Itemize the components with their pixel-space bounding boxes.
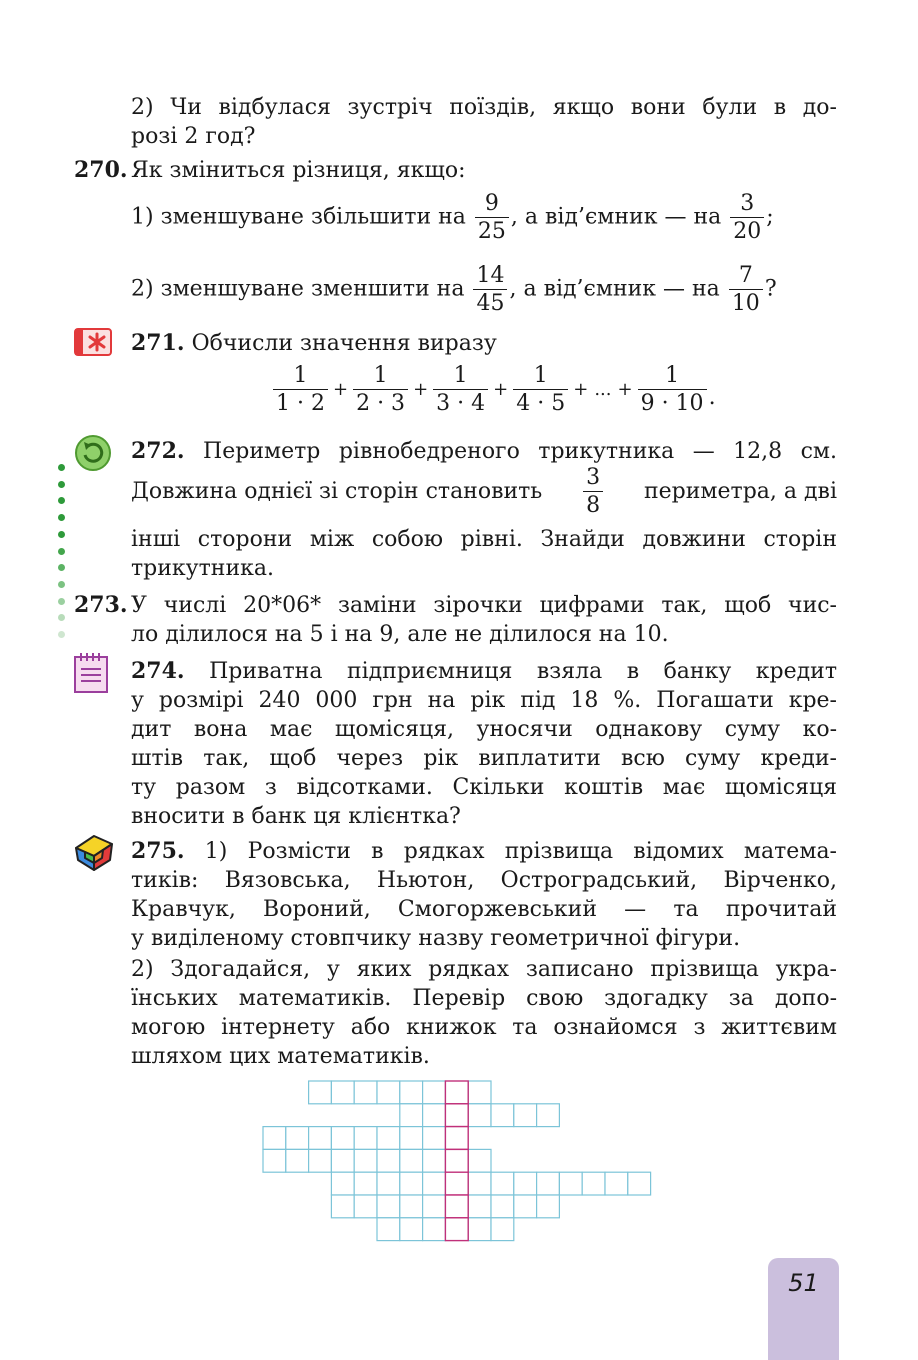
problem-number: 275.: [131, 838, 185, 864]
plus: +: [573, 379, 589, 401]
crossword-cell: [537, 1195, 560, 1218]
crossword-cell: [400, 1127, 423, 1150]
numerator: 7: [729, 264, 763, 290]
crossword-cell: [514, 1195, 537, 1218]
crossword-grid: [262, 1080, 654, 1244]
text-line: дит вона має щомісяця, уносячи однакову суму ко-: [131, 717, 837, 742]
text-line: тиків: Вязовська, Ньютон, Остроградський, Вірченко,: [131, 868, 837, 893]
crossword-cell: [400, 1081, 423, 1104]
fraction: [273, 364, 328, 415]
crossword-highlight-cell: [445, 1127, 468, 1150]
numerator: 14: [473, 264, 507, 290]
plus: +: [332, 379, 349, 401]
crossword-cell: [263, 1149, 286, 1172]
fraction: [729, 264, 763, 315]
crossword-cell: [400, 1104, 423, 1127]
crossword-cell: [331, 1081, 354, 1104]
denominator: 9 · 10: [640, 391, 704, 417]
crossword-cell: [491, 1104, 514, 1127]
crossword-cell: [537, 1104, 560, 1127]
margin-dot: [58, 531, 65, 538]
crossword-cell: [423, 1195, 446, 1218]
text: ?: [764, 276, 777, 302]
crossword-cell: [286, 1127, 309, 1150]
margin-dot: [58, 581, 65, 588]
crossword-cell: [377, 1081, 400, 1104]
crossword-cell: [377, 1218, 400, 1241]
text: , а від’ємник — на: [510, 204, 722, 230]
rubiks-cube-icon: [72, 832, 116, 872]
denominator: 45: [476, 291, 505, 317]
margin-dot: [58, 464, 65, 471]
text: Приватна підприємниця взяла в банку кредит: [209, 659, 837, 684]
crossword-cell: [309, 1081, 332, 1104]
text-line: ло ділилося на 5 і на 9, але не ділилося на 10.: [131, 622, 669, 647]
text: 2) зменшуване зменшити на: [131, 276, 465, 302]
crossword-highlight-cell: [445, 1218, 468, 1241]
crossword-cell: [354, 1081, 377, 1104]
denominator: 25: [477, 219, 506, 245]
numerator: 1: [638, 364, 707, 390]
crossword-cell: [537, 1172, 560, 1195]
crossword-cell: [400, 1218, 423, 1241]
text-line: У числі 20*06* заміни зірочки цифрами так, щоб чис-: [131, 593, 837, 618]
crossword-cell: [400, 1172, 423, 1195]
formula-line: [131, 466, 837, 517]
crossword-cell: [605, 1172, 628, 1195]
margin-dot: [58, 564, 65, 571]
period: .: [708, 385, 716, 411]
numerator: 1: [353, 364, 408, 390]
text-line: вносити в банк ця клієнтка?: [131, 804, 461, 829]
text: 1) зменшуване збільшити на: [131, 204, 466, 230]
crossword-cell: [400, 1195, 423, 1218]
crossword-cell: [491, 1172, 514, 1195]
fraction: [513, 364, 568, 415]
text-line: їнських математиків. Перевір свою здогадку за допо-: [131, 986, 837, 1011]
crossword-highlight-cell: [445, 1172, 468, 1195]
text-line: [131, 657, 837, 686]
crossword-cell: [468, 1081, 491, 1104]
crossword-highlight-cell: [445, 1195, 468, 1218]
crossword-cell: [286, 1149, 309, 1172]
page-number: 51: [768, 1258, 839, 1360]
crossword-cell: [468, 1104, 491, 1127]
ellipsis: ...: [594, 379, 612, 401]
text-line: інші сторони між собою рівні. Знайди довжини сторін: [131, 527, 837, 552]
crossword-cell: [468, 1218, 491, 1241]
text-line: Кравчук, Вороний, Смогоржевський — та прочитай: [131, 897, 837, 922]
series-formula: [271, 364, 716, 415]
crossword-cell: [468, 1195, 491, 1218]
crossword-cell: [331, 1127, 354, 1150]
crossword-cell: [423, 1127, 446, 1150]
margin-dot: [58, 481, 65, 488]
crossword-cell: [331, 1195, 354, 1218]
problem-number: 272.: [131, 438, 185, 464]
crossword-cell: [309, 1127, 332, 1150]
star-box-icon: [74, 328, 112, 356]
margin-dot: [58, 631, 65, 638]
crossword-cell: [400, 1149, 423, 1172]
text-line: трикутника.: [131, 556, 274, 581]
crossword-cell: [423, 1149, 446, 1172]
numerator: 3: [730, 192, 764, 218]
denominator: 4 · 5: [516, 391, 566, 417]
crossword-cell: [263, 1127, 286, 1150]
crossword-cell: [514, 1172, 537, 1195]
plus: +: [493, 379, 509, 401]
fraction: [353, 364, 408, 415]
numerator: 1: [273, 364, 328, 390]
margin-dot: [58, 514, 65, 521]
crossword-cell: [582, 1172, 605, 1195]
denominator: 20: [733, 219, 762, 245]
crossword-cell: [628, 1172, 651, 1195]
crossword-cell: [354, 1195, 377, 1218]
crossword-cell: [491, 1195, 514, 1218]
text-line: ту разом з відсотками. Скільки коштів має щомісяця: [131, 775, 837, 800]
crossword-cell: [377, 1149, 400, 1172]
text-line: шляхом цих математиків.: [131, 1044, 430, 1069]
numerator: 1: [513, 364, 568, 390]
fraction: [638, 364, 707, 415]
problem-number: 270.: [74, 157, 128, 183]
crossword-cell: [331, 1172, 354, 1195]
fraction: [475, 192, 509, 243]
formula-line: [131, 264, 777, 315]
text: 1) Розмісти в рядках прізвища відомих матема-: [204, 839, 837, 864]
crossword-highlight-cell: [445, 1149, 468, 1172]
text: ;: [766, 204, 774, 230]
text: , а від’ємник — на: [509, 276, 720, 302]
notepad-icon: [73, 652, 109, 694]
text-line: Як зміниться різниця, якщо:: [131, 158, 466, 183]
crossword-cell: [377, 1172, 400, 1195]
crossword-cell: [423, 1104, 446, 1127]
text-line: [131, 837, 837, 866]
text-line: у розмірі 240 000 грн на рік під 18 %. Погашати кре-: [131, 688, 837, 713]
text-line: могою інтернету або книжок та ознайомся з життєвим: [131, 1015, 837, 1040]
denominator: 3 · 4: [436, 391, 486, 417]
fraction: [583, 466, 603, 517]
problem-number: 273.: [74, 592, 128, 618]
problem-number: 274.: [131, 658, 185, 684]
fraction: [473, 264, 507, 315]
crossword-cell: [331, 1149, 354, 1172]
crossword-cell: [514, 1104, 537, 1127]
text: Обчисли значення виразу: [191, 331, 497, 356]
fraction: [433, 364, 488, 415]
crossword-cell: [377, 1195, 400, 1218]
denominator: 2 · 3: [356, 391, 406, 417]
crossword-cell: [491, 1218, 514, 1241]
numerator: 1: [433, 364, 488, 390]
crossword-cell: [377, 1127, 400, 1150]
crossword-cell: [468, 1149, 491, 1172]
text-line: [131, 437, 837, 466]
text-line: 2) Чи відбулася зустріч поїздів, якщо вони були в до-: [131, 95, 837, 120]
text: Периметр рівнобедреного трикутника — 12,8 см.: [203, 439, 837, 464]
plus: +: [413, 379, 429, 401]
crossword-cell: [559, 1172, 582, 1195]
text: периметра, а дві: [643, 479, 837, 505]
denominator: 10: [731, 291, 760, 317]
text-line: розі 2 год?: [131, 124, 256, 149]
numerator: 3: [583, 466, 603, 492]
formula-line: [131, 192, 774, 243]
text: Довжина однієї зі сторін становить: [131, 479, 543, 505]
crossword-cell: [423, 1081, 446, 1104]
crossword-cell: [354, 1127, 377, 1150]
text-line: [131, 329, 837, 358]
margin-dot: [58, 548, 65, 555]
text-line: 2) Здогадайся, у яких рядках записано прізвища укра-: [131, 957, 837, 982]
crossword-cell: [309, 1149, 332, 1172]
denominator: 1 · 2: [276, 391, 325, 417]
crossword-cell: [423, 1218, 446, 1241]
text-line: у виділеному стовпчику назву геометричної фігури.: [131, 926, 741, 951]
refresh-icon: [74, 434, 112, 472]
margin-dot: [58, 497, 65, 504]
text-line: штів так, щоб через рік виплатити всю суму креди-: [131, 746, 837, 771]
crossword-cell: [354, 1172, 377, 1195]
numerator: 9: [475, 192, 509, 218]
crossword-cell: [423, 1172, 446, 1195]
plus: +: [617, 379, 633, 401]
margin-dot: [58, 598, 65, 605]
fraction: [730, 192, 764, 243]
crossword-cell: [354, 1149, 377, 1172]
crossword-cell: [468, 1172, 491, 1195]
problem-number: 271.: [131, 330, 185, 356]
crossword-highlight-cell: [445, 1081, 468, 1104]
margin-dot: [58, 614, 65, 621]
denominator: 8: [586, 493, 601, 519]
crossword-highlight-cell: [445, 1104, 468, 1127]
